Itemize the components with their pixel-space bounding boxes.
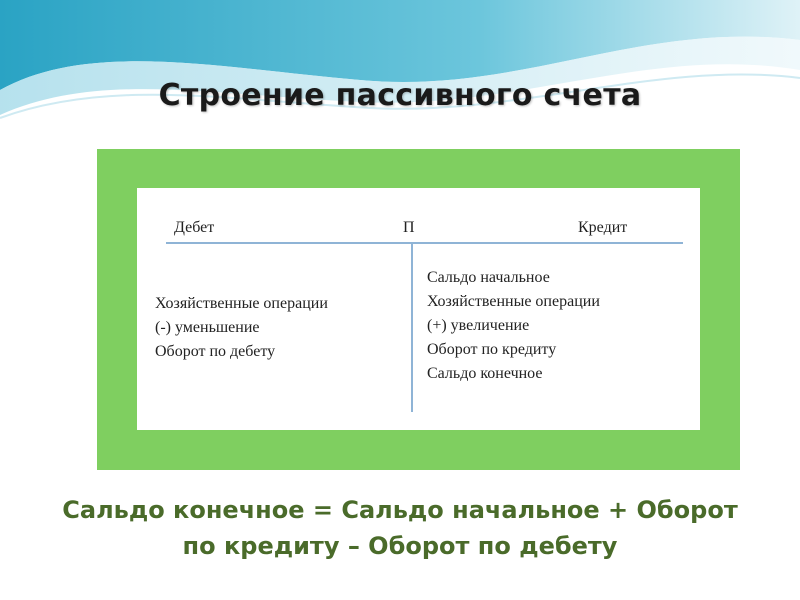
credit-header: Кредит bbox=[578, 219, 628, 236]
t-account-horizontal-line bbox=[166, 242, 683, 244]
credit-item: (+) увеличение bbox=[427, 317, 530, 334]
formula-line-2: по кредиту – Оборот по дебету bbox=[182, 532, 618, 560]
debit-item: (-) уменьшение bbox=[155, 319, 260, 336]
credit-item: Хозяйственные операции bbox=[427, 293, 600, 310]
debit-item: Оборот по дебету bbox=[155, 343, 276, 360]
debit-header: Дебет bbox=[174, 219, 215, 236]
credit-item: Оборот по кредиту bbox=[427, 341, 557, 358]
credit-item: Сальдо начальное bbox=[427, 269, 550, 286]
debit-item: Хозяйственные операции bbox=[155, 295, 328, 312]
account-type-marker: П bbox=[403, 219, 415, 236]
debit-items-list bbox=[155, 292, 328, 364]
slide-title: Строение пассивного счета bbox=[158, 78, 642, 113]
balance-formula bbox=[0, 492, 800, 564]
formula-line-1: Сальдо конечное = Сальдо начальное + Оборот bbox=[62, 496, 738, 524]
credit-item: Сальдо конечное bbox=[427, 365, 543, 382]
credit-items-list bbox=[427, 266, 600, 386]
t-account-vertical-line bbox=[411, 244, 413, 412]
